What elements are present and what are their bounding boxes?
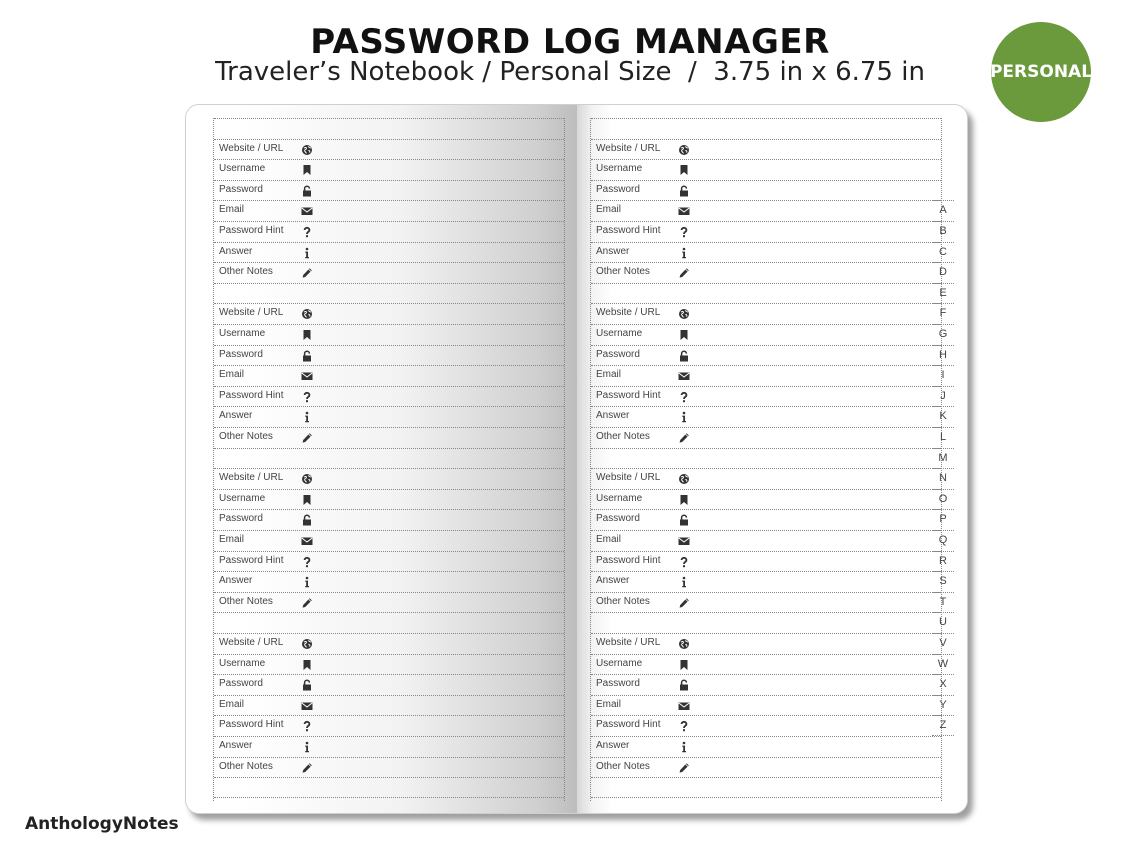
question-icon — [678, 226, 690, 238]
table-row — [214, 592, 564, 613]
table-row — [591, 345, 941, 366]
pencil-icon — [678, 597, 690, 609]
question-icon — [301, 556, 313, 568]
pencil-icon — [678, 432, 690, 444]
bookmark-icon — [301, 494, 313, 506]
table-row — [214, 571, 564, 592]
table-row — [214, 489, 564, 510]
globe-icon — [678, 473, 690, 485]
field-label: Answer — [596, 575, 630, 587]
table-row — [591, 695, 941, 716]
bookmark-icon — [301, 164, 313, 176]
index-letter-e: E — [932, 283, 954, 304]
field-label: Other Notes — [219, 266, 273, 278]
table-row — [591, 303, 941, 324]
field-label: Username — [596, 163, 643, 175]
unlock-icon — [678, 514, 690, 526]
envelope-icon — [301, 700, 313, 712]
field-label: Password — [596, 183, 640, 195]
unlock-icon — [678, 679, 690, 691]
field-label: Website / URL — [219, 142, 284, 154]
index-letter-j: J — [932, 386, 954, 407]
unlock-icon — [301, 514, 313, 526]
index-letter-b: B — [932, 221, 954, 242]
field-label: Website / URL — [596, 637, 661, 648]
spacer-row — [214, 118, 564, 139]
field-label: Answer — [596, 740, 630, 751]
info-icon — [301, 247, 313, 259]
globe-icon — [301, 144, 313, 156]
index-letter-a: A — [932, 200, 954, 221]
envelope-icon — [678, 535, 690, 547]
field-label: Password — [596, 678, 640, 690]
table-row — [591, 509, 941, 530]
field-label: Password Hint — [596, 719, 661, 731]
table-row — [214, 530, 564, 551]
envelope-icon — [301, 205, 313, 217]
field-label: Email — [596, 369, 622, 381]
globe-icon — [678, 308, 690, 320]
table-row — [591, 159, 941, 180]
envelope-icon — [301, 370, 313, 382]
bookmark-icon — [678, 164, 690, 176]
field-label: Other Notes — [219, 431, 273, 442]
pencil-icon — [301, 762, 313, 774]
field-label: Username — [596, 657, 643, 669]
question-icon — [301, 720, 313, 732]
field-label: Password Hint — [219, 554, 284, 566]
table-row — [591, 551, 941, 572]
spacer-row — [591, 777, 941, 798]
index-letter-o: O — [932, 489, 954, 510]
spacer-row — [591, 448, 941, 469]
field-label: Email — [219, 204, 245, 216]
table-row — [591, 530, 941, 551]
field-label: Password Hint — [596, 554, 661, 566]
table-row — [214, 715, 564, 736]
question-icon — [678, 391, 690, 403]
pencil-icon — [301, 432, 313, 444]
field-label: Password — [219, 513, 263, 525]
left-page-grid — [213, 118, 565, 801]
table-row — [214, 757, 564, 778]
field-label: Other Notes — [219, 760, 273, 772]
pencil-icon — [678, 762, 690, 774]
table-row — [214, 736, 564, 757]
info-icon — [678, 247, 690, 259]
field-label: Email — [596, 698, 622, 710]
personal-badge: PERSONAL — [991, 22, 1091, 122]
index-letter-p: P — [932, 509, 954, 530]
table-row — [214, 139, 564, 160]
field-label: Answer — [219, 575, 253, 587]
envelope-icon — [301, 535, 313, 547]
index-letter-c: C — [932, 242, 954, 263]
table-row — [214, 695, 564, 716]
table-row — [591, 139, 941, 160]
index-letter-x: X — [932, 674, 954, 695]
field-label: Password Hint — [219, 719, 284, 731]
field-label: Email — [219, 369, 245, 381]
table-row — [214, 365, 564, 386]
bookmark-icon — [678, 494, 690, 506]
index-letter-u: U — [932, 612, 954, 633]
index-letter-t: T — [932, 592, 954, 613]
table-row — [591, 736, 941, 757]
field-label: Username — [219, 163, 266, 175]
info-icon — [301, 576, 313, 588]
table-row — [214, 262, 564, 283]
table-row — [214, 406, 564, 427]
info-icon — [301, 411, 313, 423]
page-title: PASSWORD LOG MANAGER — [310, 22, 830, 62]
globe-icon — [301, 638, 313, 650]
table-row — [214, 303, 564, 324]
unlock-icon — [301, 350, 313, 362]
table-row — [214, 427, 564, 448]
table-row — [214, 324, 564, 345]
field-label: Username — [596, 492, 643, 504]
spacer-row — [214, 448, 564, 469]
question-icon — [301, 226, 313, 238]
table-row — [214, 200, 564, 221]
right-page-grid — [590, 118, 942, 801]
field-label: Password — [219, 678, 263, 690]
index-letter-i: I — [932, 365, 954, 386]
field-label: Other Notes — [596, 266, 650, 278]
info-icon — [678, 411, 690, 423]
bookmark-icon — [678, 659, 690, 671]
index-letter-k: K — [932, 406, 954, 427]
field-label: Email — [219, 534, 245, 545]
table-row — [591, 757, 941, 778]
table-row — [214, 551, 564, 572]
field-label: Email — [596, 534, 622, 545]
index-letter-s: S — [932, 571, 954, 592]
field-label: Username — [219, 657, 266, 669]
bookmark-icon — [301, 329, 313, 341]
spacer-row — [214, 777, 564, 798]
field-label: Username — [596, 328, 643, 339]
field-label: Password — [596, 513, 640, 525]
table-row — [591, 571, 941, 592]
table-row — [591, 180, 941, 201]
table-row — [591, 262, 941, 283]
table-row — [591, 324, 941, 345]
table-row — [591, 715, 941, 736]
envelope-icon — [678, 205, 690, 217]
index-letter-w: W — [932, 654, 954, 675]
field-label: Other Notes — [596, 760, 650, 772]
table-row — [214, 674, 564, 695]
bookmark-icon — [678, 329, 690, 341]
field-label: Password — [596, 348, 640, 360]
table-row — [591, 468, 941, 489]
field-label: Password — [219, 348, 263, 360]
table-row — [214, 509, 564, 530]
unlock-icon — [301, 185, 313, 197]
globe-icon — [301, 308, 313, 320]
index-letter-v: V — [932, 633, 954, 654]
index-letter-h: H — [932, 345, 954, 366]
unlock-icon — [678, 185, 690, 197]
envelope-icon — [678, 370, 690, 382]
index-letter-y: Y — [932, 695, 954, 716]
index-letter-n: N — [932, 468, 954, 489]
table-row — [214, 221, 564, 242]
index-letter-f: F — [932, 303, 954, 324]
info-icon — [301, 741, 313, 753]
table-row — [591, 365, 941, 386]
info-icon — [678, 576, 690, 588]
field-label: Answer — [596, 245, 630, 257]
field-label: Answer — [219, 410, 253, 422]
brand-logo-text: AnthologyNotes — [25, 814, 179, 834]
envelope-icon — [678, 700, 690, 712]
bookmark-icon — [301, 659, 313, 671]
table-row — [214, 468, 564, 489]
unlock-icon — [301, 679, 313, 691]
field-label: Other Notes — [596, 431, 650, 442]
pencil-icon — [301, 267, 313, 279]
field-label: Password Hint — [219, 389, 284, 401]
table-row — [591, 221, 941, 242]
table-row — [591, 633, 941, 654]
globe-icon — [678, 638, 690, 650]
index-letter-d: D — [932, 262, 954, 283]
field-label: Password — [219, 183, 263, 195]
table-row — [214, 242, 564, 263]
field-label: Website / URL — [219, 637, 284, 648]
field-label: Email — [596, 204, 622, 216]
question-icon — [678, 556, 690, 568]
table-row — [214, 386, 564, 407]
right-page — [577, 105, 967, 813]
table-row — [591, 427, 941, 448]
spacer-row — [214, 612, 564, 633]
field-label: Password Hint — [596, 389, 661, 401]
field-label: Website / URL — [596, 142, 661, 154]
pencil-icon — [678, 267, 690, 279]
spacer-row — [591, 118, 941, 139]
notebook-spread — [185, 104, 968, 814]
unlock-icon — [678, 350, 690, 362]
index-letter-r: R — [932, 551, 954, 572]
table-row — [591, 386, 941, 407]
table-row — [591, 489, 941, 510]
index-letter-z: Z — [932, 715, 954, 736]
info-icon — [678, 741, 690, 753]
field-label: Password Hint — [596, 225, 661, 236]
field-label: Other Notes — [219, 595, 273, 607]
globe-icon — [678, 144, 690, 156]
field-label: Username — [219, 492, 266, 504]
spacer-row — [214, 283, 564, 304]
pencil-icon — [301, 597, 313, 609]
page-subtitle: Traveler’s Notebook / Personal Size / 3.75 in x 6.75 in — [215, 57, 925, 87]
table-row — [214, 180, 564, 201]
index-letter-q: Q — [932, 530, 954, 551]
index-letter-g: G — [932, 324, 954, 345]
field-label: Username — [219, 328, 266, 339]
table-row — [591, 242, 941, 263]
table-row — [591, 592, 941, 613]
spacer-row — [591, 612, 941, 633]
table-row — [214, 654, 564, 675]
left-page — [186, 105, 577, 813]
index-letter-m: M — [932, 448, 954, 469]
question-icon — [678, 720, 690, 732]
table-row — [591, 406, 941, 427]
field-label: Answer — [596, 410, 630, 422]
question-icon — [301, 391, 313, 403]
spacer-row — [591, 283, 941, 304]
field-label: Answer — [219, 245, 253, 257]
field-label: Website / URL — [219, 307, 284, 319]
field-label: Email — [219, 698, 245, 710]
table-row — [591, 674, 941, 695]
index-letter-l: L — [932, 427, 954, 448]
table-row — [214, 159, 564, 180]
table-row — [214, 345, 564, 366]
table-row — [591, 200, 941, 221]
field-label: Other Notes — [596, 595, 650, 607]
field-label: Password Hint — [219, 225, 284, 236]
field-label: Website / URL — [596, 307, 661, 319]
globe-icon — [301, 473, 313, 485]
field-label: Website / URL — [219, 472, 284, 484]
field-label: Answer — [219, 740, 253, 751]
table-row — [214, 633, 564, 654]
field-label: Website / URL — [596, 472, 661, 484]
table-row — [591, 654, 941, 675]
